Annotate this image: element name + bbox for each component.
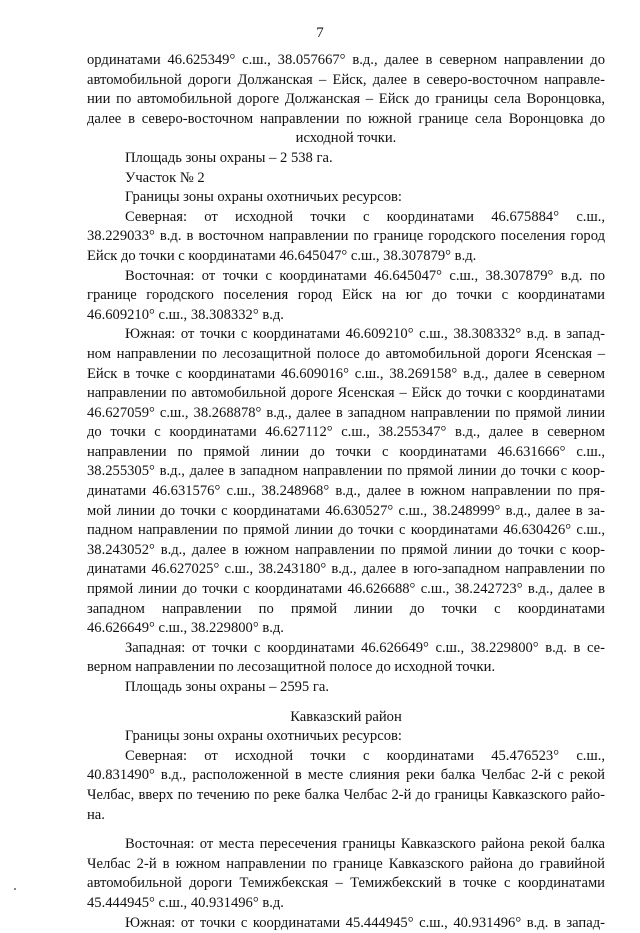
text-line: верном направлении по лесозащитной полосе до исходной точки. [87,659,496,676]
text-line: Ейск в точке с координатами 46.609016° с.ш., 38.269158° в.д., далее в северном [87,365,605,382]
text-line: Участок № 2 [125,169,205,186]
text-line: исходной точки. [295,130,397,147]
text-line: Северная: от исходной точки с координатами 46.675884° с.ш., [125,208,605,225]
text-line: нии по автомобильной дороге Должанская – Ейск до границы села Воронцовка, [87,91,605,108]
text-line: Южная: от точки с координатами 46.609210° с.ш., 38.308332° в.д. в запад- [125,326,605,343]
text-line: Ейск до точки с координатами 46.645047° с.ш., 38.307879° в.д. [87,247,477,264]
text-line: на. [87,806,105,823]
text-line: Границы зоны охраны охотничьих ресурсов: [125,189,402,206]
text-line: 38.229033° в.д. в восточном направлении по границе городского поселения город [87,228,605,245]
text-line: Площадь зоны охраны – 2595 га. [125,679,329,695]
text-line: направлении по автомобильной дороге Ясенская – Ейск до точки с координатами [87,385,605,402]
text-line: Северная: от исходной точки с координатами 45.476523° с.ш., [125,747,605,764]
text-line: 46.609210° с.ш., 38.308332° в.д. [87,306,284,323]
text-line: Южная: от точки с координатами 45.444945° с.ш., 40.931496° в.д. в запад- [125,914,605,931]
text-line: прямой линии до точки с координатами 46.626688° с.ш., 38.242723° в.д., далее в [87,581,605,598]
text-line: мой линии до точки с координатами 46.630527° с.ш., 38.248999° в.д., далее в за- [87,502,605,519]
text-line: ном направлении по лесозащитной полосе до автомобильной дороги Ясенская – [87,345,605,362]
text-line: динатами 46.631576° с.ш., 38.248968° в.д., далее в южном направлении по пря- [87,483,605,500]
text-line: 46.627059° с.ш., 38.268878° в.д., далее в западном направлении по прямой линии [87,404,605,421]
text-line: направлении по прямой линии до точки с координатами 46.631666° с.ш., [87,443,605,460]
text-line: границе городского поселения город Ейск на юг до точки с координатами [87,287,605,304]
text-line: Восточная: от места пересечения границы Кавказского района рекой балка [125,836,605,853]
scan-speck [14,888,16,890]
text-line: Восточная: от точки с координатами 46.645047° с.ш., 38.307879° в.д. по [125,267,605,284]
section-heading: Кавказский район [290,708,402,725]
text-line: далее в северо-восточном направлении по южной границе села Воронцовка до [87,110,605,127]
text-line: 40.831490° в.д., расположенной в месте слияния реки балка Челбас 2-й с рекой [87,767,605,784]
text-line: Челбас, вверх по течению по реке балка Челбас 2-й до границы Кавказского райо- [87,786,605,803]
text-line: Площадь зоны охраны – 2 538 га. [125,149,333,166]
text-line: автомобильной дороги Должанская – Ейск, далее в северо-восточном направле- [87,71,605,88]
text-line: ординатами 46.625349° с.ш., 38.057667° в.д., далее в северном направлении до [87,52,605,68]
text-line: 46.626649° с.ш., 38.229800° в.д. [87,620,284,637]
text-line: 38.243052° в.д., далее в южном направлении по прямой линии до точки с коор- [87,541,605,558]
page-number: 7 [316,25,324,41]
text-line: автомобильной дороги Темижбекская – Темижбекский в точке с координатами [87,875,605,892]
text-line: западном направлении по прямой линии до точки с координатами [87,600,605,617]
text-line: до точки с координатами 46.627112° с.ш., 38.255347° в.д., далее в северном [87,424,605,441]
text-line: 45.444945° с.ш., 40.931496° в.д. [87,894,284,911]
text-line: Границы зоны охраны охотничьих ресурсов: [125,728,402,745]
text-line: 38.255305° в.д., далее в западном направлении по прямой линии до точки с коор- [87,463,605,480]
text-line: падном направлении по прямой линии до точки с координатами 46.630426° с.ш., [87,522,605,539]
text-line: Западная: от точки с координатами 46.626649° с.ш., 38.229800° в.д. в се- [125,639,605,656]
text-line: динатами 46.627025° с.ш., 38.243180° в.д., далее в юго-западном направлении по [87,561,605,578]
text-line: Челбас 2-й в южном направлении по границе Кавказского района до гравийной [87,855,605,872]
document-body [87,51,605,933]
